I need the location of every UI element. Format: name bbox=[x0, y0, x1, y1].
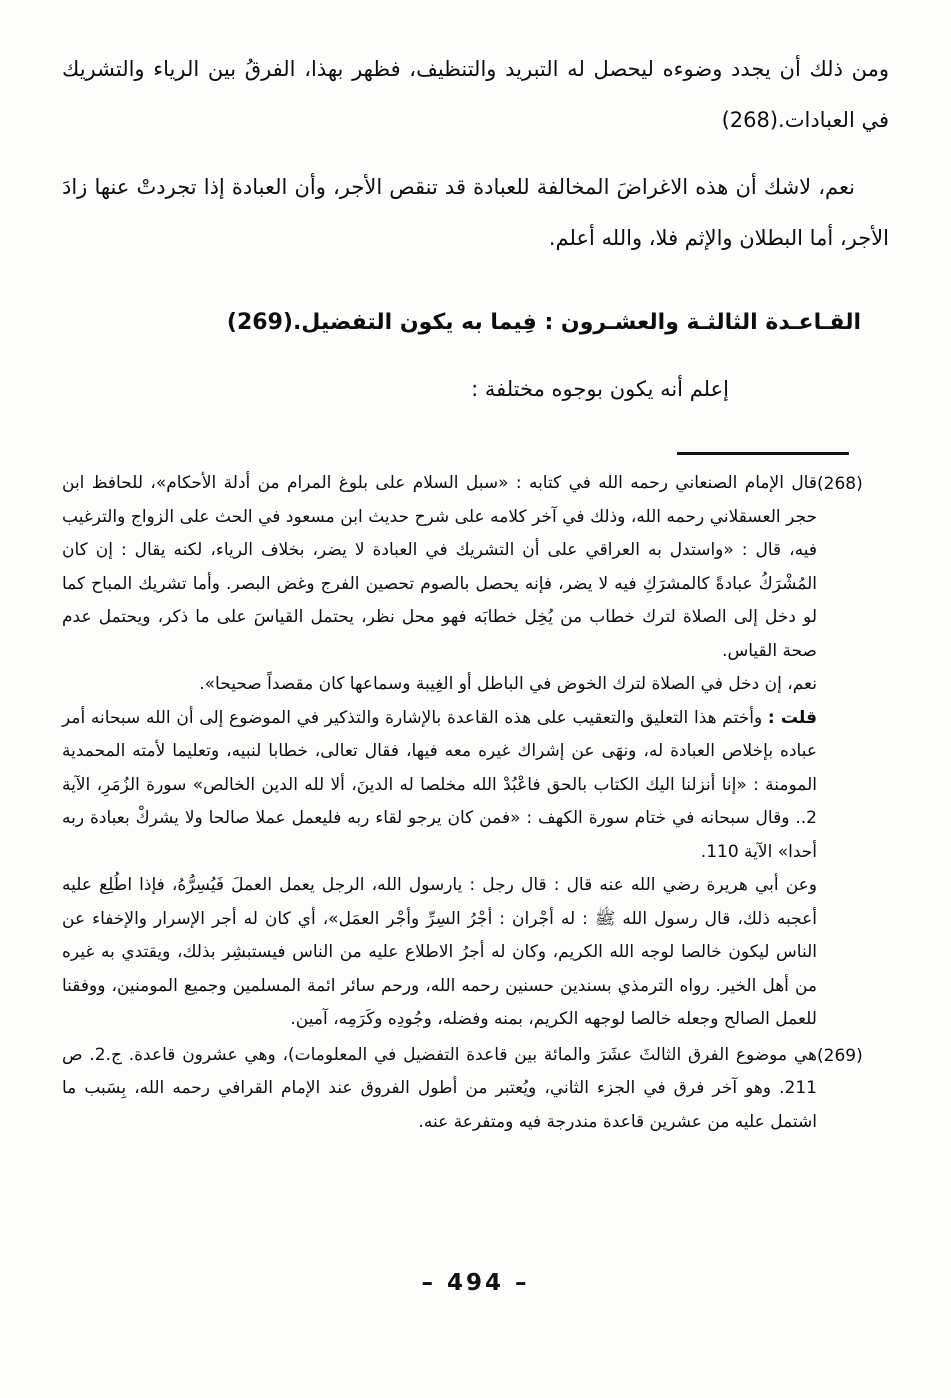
section-heading: القـاعـدة الثالثـة والعشـرون : فِيما به يكون التفضيل.(269) bbox=[226, 310, 861, 335]
footnotes-section bbox=[62, 467, 889, 1139]
body-paragraph-1: ومن ذلك أن يجدد وضوءه ليحصل له التبريد والتنظيف، فظهر بهذا، الفرقُ بين الرياء والتشريك في العبادات.(268) bbox=[62, 57, 889, 132]
footnote-paragraph bbox=[62, 702, 817, 870]
footnote-number-269: (269) bbox=[817, 1045, 863, 1066]
qultu-lead: قلت : bbox=[767, 707, 817, 728]
footnote-paragraph-text: وأختم هذا التعليق والتعقيب على هذه القاعدة بالإشارة والتذكير في الموضوع إلى أن الله سبحانه أمر عباده بإخلاص العبادة له، ونهَى عن إشراك غيره معه فيها، فقال تعالى، خطابا لنبيه، وتعليما لأمته المحمدية المومنة : «إنا أنزلنا اليك الكتاب بالحق فاعْبُدْ الله مخلصا له الدينَ، ألا لله الدين الخالص» سورة الزُمَرِ، الآية 2.. وقال سبحانه في ختام سورة الكهف : «فمن كان يرجو لقاء ربه فليعمل عملا صالحا ولا يشركْ بعبادة ربه أحدا» الآية 110. bbox=[62, 707, 817, 862]
footnote-268 bbox=[62, 467, 889, 1037]
footnote-paragraph: قال الإمام الصنعاني رحمه الله في كتابه : «سبل السلام على بلوغ المرام من أدلة الأحكام»، للحافظ ابن حجر العسقلاني رحمه الله، وذلك في آخر كلامه على شرح حديث ابن مسعود في الحث على الزواج والترغيب فيه، قال : «واستدل به العراقي على أن التشريك في العبادة لا يضر، بخلاف الرياء، لكنه يقال : إن كان المُشْرَكُ عبادةً كالمشرَكِ فيه لا يضر، فإنه يحصل بالصوم تحصين الفرج وغض البصر. وأما تشريك المباح كما لو دخل إلى الصلاة لترك خطاب من يُخِل خطابَه فهو محل نظر، يحتمل القياسَ على ما ذكر، ويحتمل عدم صحة القياس. bbox=[62, 473, 817, 661]
footnote-separator bbox=[677, 452, 849, 455]
body-paragraph-2: نعم، لاشك أن هذه الاغراضَ المخالفة للعبادة قد تنقص الأجر، وأن العبادة إذا تجردتْ عنها زادَ الأجر، أما البطلان والإثم فلا، والله أعلم. bbox=[62, 175, 889, 250]
footnote-268-text bbox=[62, 467, 817, 1037]
footnote-269 bbox=[62, 1039, 889, 1140]
page-number: – 494 – bbox=[421, 1270, 530, 1296]
footnote-paragraph: وعن أبي هريرة رضي الله عنه قال : قال رجل : يارسول الله، الرجل يعمل العملَ فَيُسِرُّهُ، فإذا اطُلِع عليه أعجبه ذلك، قال رسول الله ﷺ : له أجْران : أجْرُ السِرِّ وأجْر العمَل»، أي كان له أجر الإسرار والإخفاء عن الناس ليكون خالصا لوجه الله الكريم، وكان له أجرُ الاطلاع عليه من الناس فيستبشِر بذلك، ويقتدي به غيره من أهل الخير. رواه الترمذي بسندين حسنين رحمه الله، ورحم سائر ائمة المسلمين وجميع المومنين، ووفقنا للعمل الصالح وجعله خالصا لوجهه الكريم، بمنه وفضله، وجُودِه وكَرَمِه، آمين. bbox=[62, 875, 817, 1029]
intro-line: إعلم أنه يكون بوجوه مختلفة : bbox=[471, 377, 729, 401]
footnote-paragraph: نعم، إن دخل في الصلاة لترك الخوض في الباطل أو الغِيبة وسماعها كان مقصداً صحيحا». bbox=[199, 674, 817, 694]
footnote-269-text bbox=[62, 1039, 817, 1140]
footnote-number-268: (268) bbox=[817, 474, 863, 494]
footnote-paragraph: هي موضوع الفرق الثالثَ عشَرَ والمائة بين قاعدة التفضيل في المعلومات)، وهي عشرون قاعدة. ج.2. ص 211. وهو آخر فرق في الجزء الثاني، ويُعتبر من أطول الفروق عند الإمام القرافي رحمه الله، بِسَبب ما اشتمل عليه من عشرين قاعدة مندرجة فيه ومتفرعة عنه. bbox=[62, 1044, 817, 1132]
